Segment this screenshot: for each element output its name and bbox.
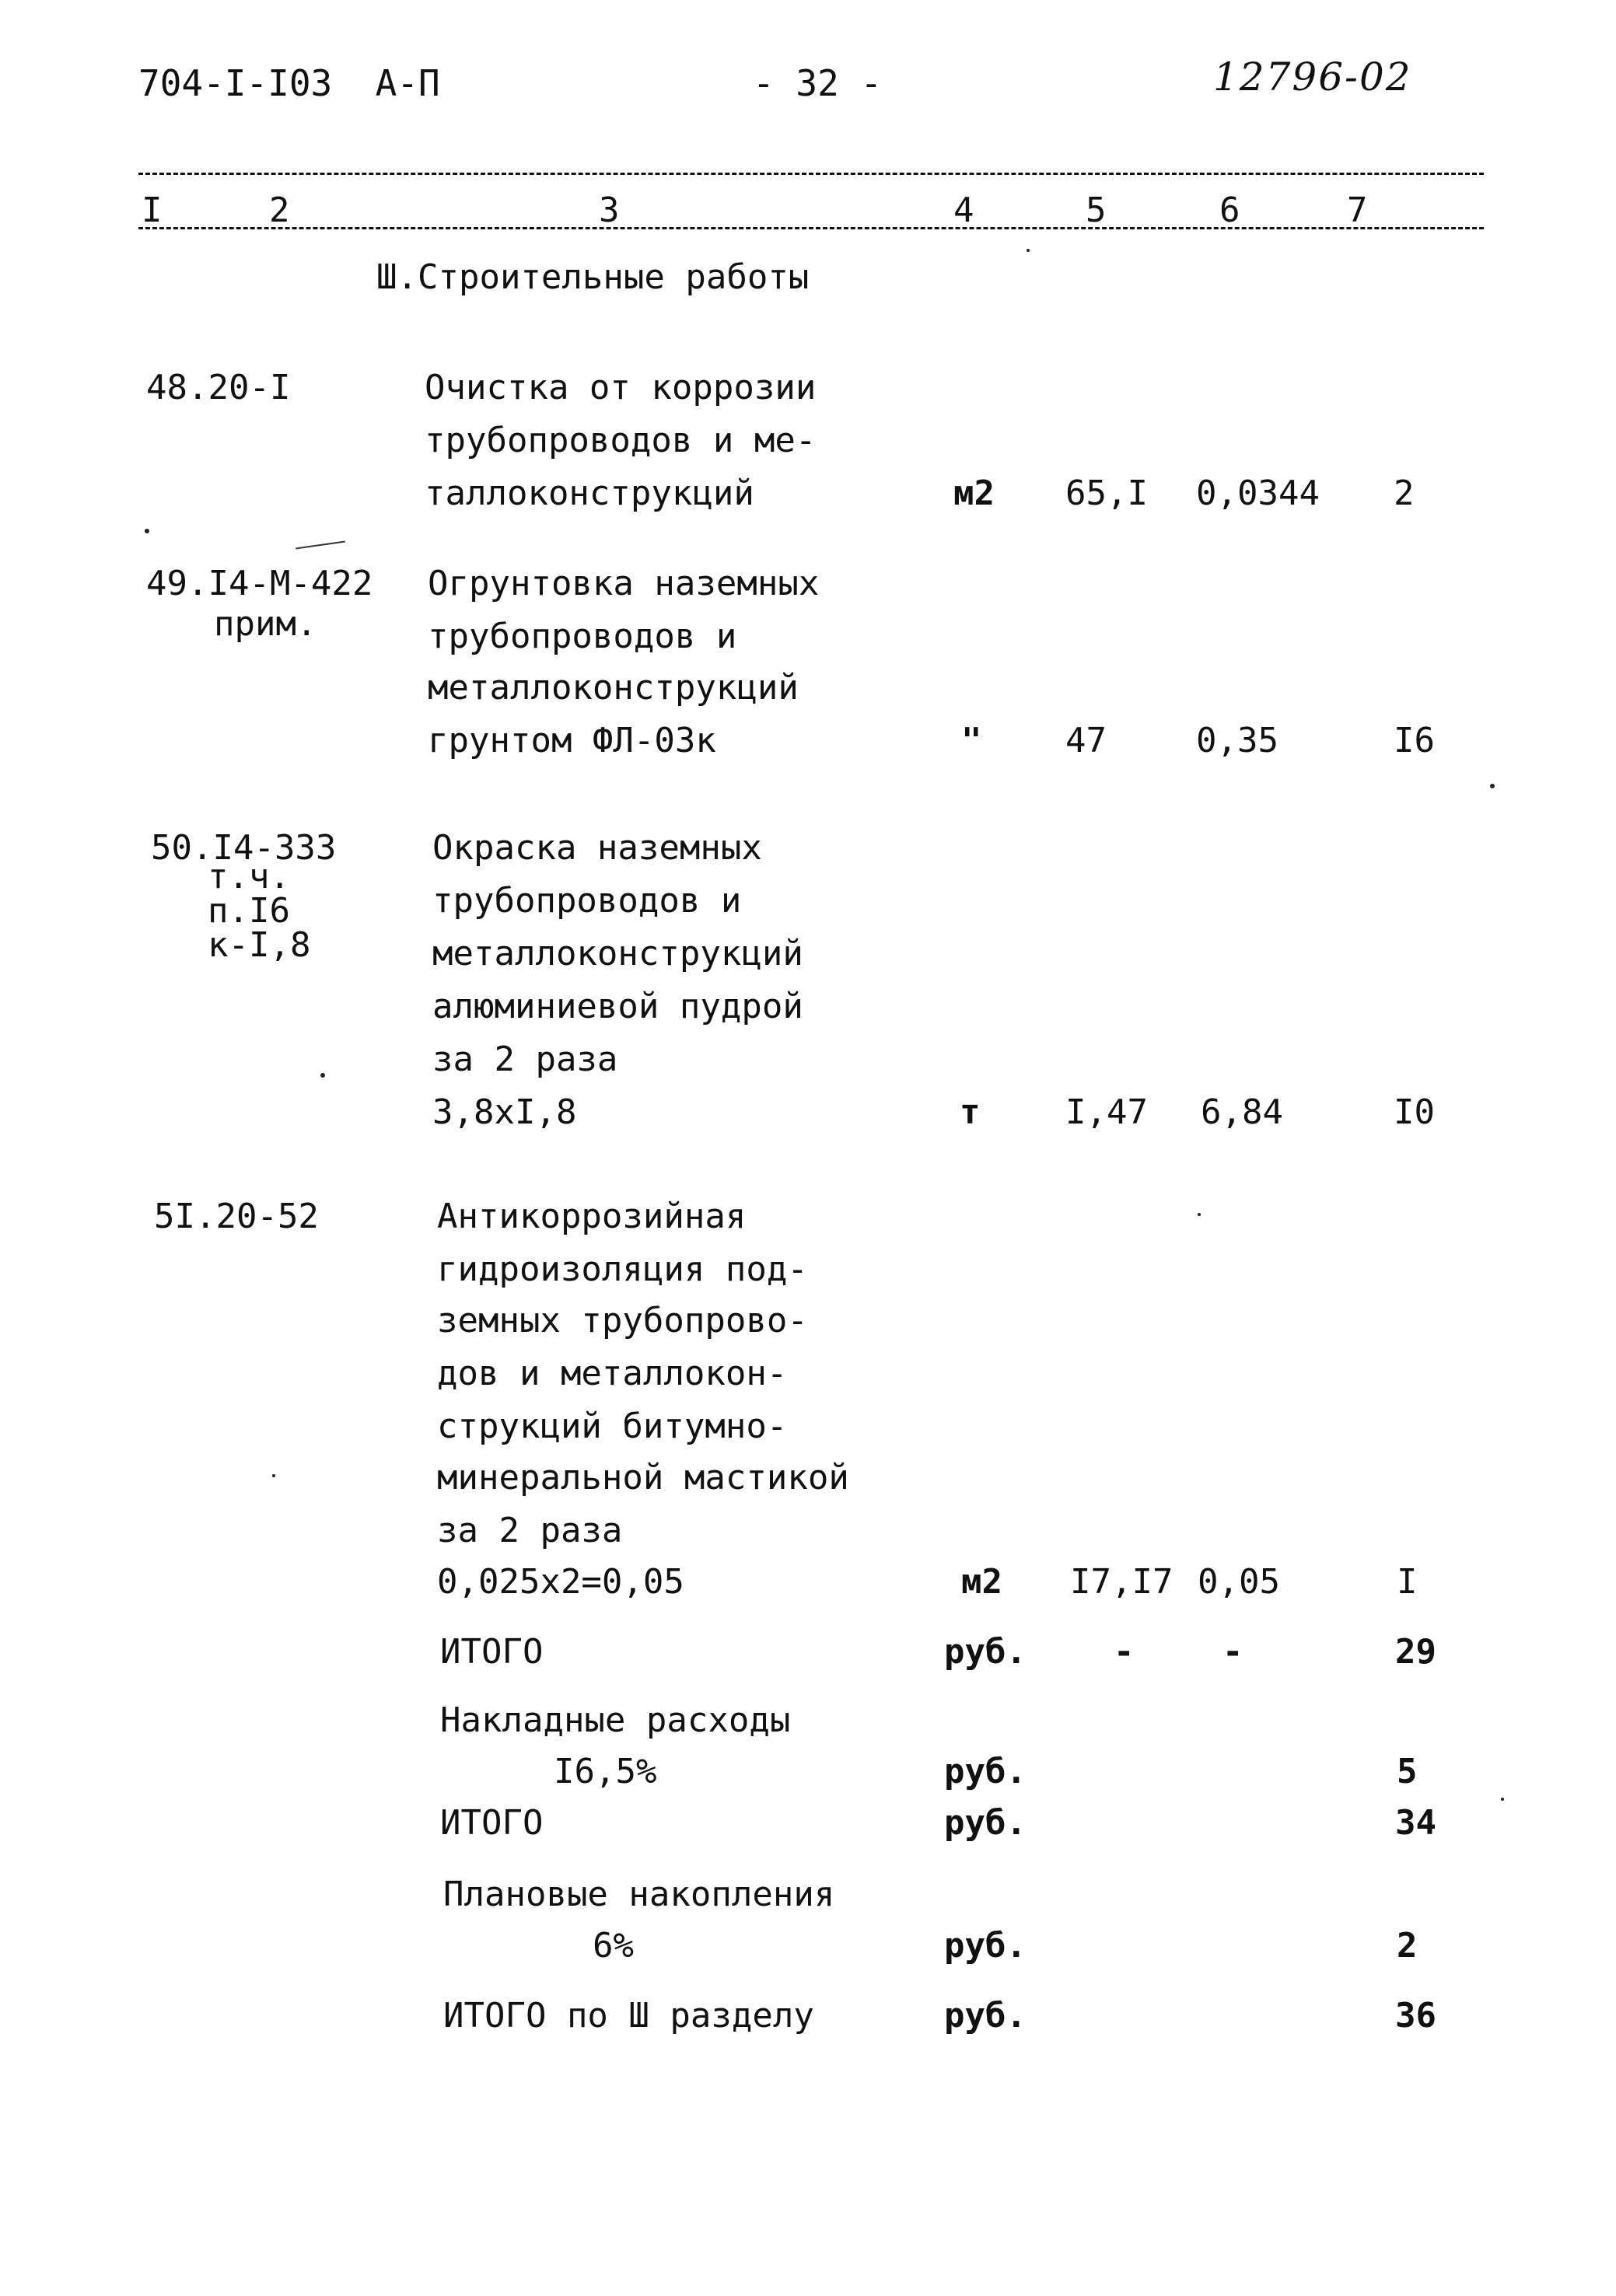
page-number: - 32 - [753,62,883,104]
summary-total: 2 [1397,1926,1418,1966]
col-header-3: 3 [599,190,620,230]
summary-norm: - [1222,1632,1243,1672]
row-desc-line: дов и металлокон- [437,1354,788,1393]
row-desc-line: земных трубопрово- [437,1301,808,1340]
summary-unit: руб. [944,1752,1027,1791]
summary-unit: руб. [944,1803,1027,1843]
scan-speck [1027,249,1030,252]
scan-speck [145,529,149,533]
row-desc-line: трубопроводов и [428,617,737,656]
row-desc-line: минеральной мастикой [437,1458,849,1497]
row-qty: I7,I7 [1070,1562,1174,1602]
header-rule-bottom [138,227,1484,229]
section-title: Ш.Строительные работы [376,257,810,297]
row-desc-line: металлоконструкций [432,934,803,973]
row-unit: " [961,721,982,760]
row-desc-line: алюминиевой пудрой [432,987,803,1026]
row-desc-line: гидроизоляция под- [437,1249,808,1289]
row-unit: т [960,1092,981,1132]
scan-speck [1198,1213,1201,1216]
row-qty: I,47 [1065,1092,1148,1132]
col-header-1: I [142,190,163,230]
summary-qty: - [1114,1632,1135,1672]
row-desc-line: струкций битумно- [437,1407,788,1446]
row-code: 50.I4-333 [151,828,337,868]
row-desc-line: таллоконструкций [425,474,754,513]
row-desc-line: Антикоррозийная [437,1197,747,1236]
row-unit: м2 [953,474,995,513]
row-total: I6 [1394,721,1435,760]
row-qty: 47 [1065,721,1107,760]
row-norm: 0,0344 [1196,474,1320,513]
col-header-7: 7 [1347,190,1368,230]
row-desc-line: за 2 раза [432,1040,618,1079]
row-desc-line: металлоконструкций [428,668,799,708]
row-unit: м2 [961,1562,1002,1602]
row-desc-line: трубопроводов и [432,881,742,921]
row-code: 49.I4-М-422 [146,564,373,603]
row-desc-line: Очистка от коррозии [425,368,817,407]
row-norm: 6,84 [1201,1092,1283,1132]
summary-unit: руб. [944,1926,1027,1966]
summary-total: 36 [1395,1996,1436,2036]
row-desc-line: грунтом ФЛ-03к [428,721,716,760]
summary-label: Плановые накопления [443,1875,835,1914]
header-rule-top [138,173,1484,175]
row-code: 48.20-I [146,368,291,407]
summary-unit: руб. [944,1632,1027,1672]
row-qty: 65,I [1065,474,1148,513]
row-desc-line: Огрунтовка наземных [428,564,820,603]
summary-label: ИТОГО [440,1803,544,1843]
col-header-5: 5 [1086,190,1107,230]
row-norm: 0,05 [1198,1562,1280,1602]
row-code-sub: к-I,8 [166,925,311,965]
row-desc-line: 3,8xI,8 [432,1092,577,1132]
row-total: I0 [1394,1092,1435,1132]
row-total: I [1397,1562,1418,1602]
row-desc-line: Окраска наземных [432,828,762,868]
summary-label: ИТОГО по Ш разделу [443,1996,814,2036]
summary-total: 5 [1397,1752,1418,1791]
summary-total: 34 [1395,1803,1436,1843]
row-desc-line: за 2 раза [437,1511,623,1550]
row-code-sub: прим. [173,604,317,644]
summary-sub: 6% [593,1926,634,1966]
row-desc-line: трубопроводов и ме- [425,421,817,460]
col-header-2: 2 [269,190,290,230]
col-header-4: 4 [953,190,974,230]
pen-stroke [296,541,345,550]
summary-label: ИТОГО [440,1632,544,1672]
summary-sub: I6,5% [554,1752,657,1791]
handwritten-number: 12796-02 [1213,54,1412,100]
row-desc-line: 0,025x2=0,05 [437,1562,684,1602]
scan-speck [1501,1798,1504,1801]
summary-unit: руб. [944,1996,1027,2036]
scan-speck [272,1474,275,1477]
summary-total: 29 [1395,1632,1436,1672]
row-code: 5I.20-52 [154,1197,319,1236]
scan-speck [1490,784,1495,788]
row-code-sub: п.I6 [166,891,290,931]
row-total: 2 [1394,474,1415,513]
document-code: 704-I-I03 А-П [138,62,440,104]
row-norm: 0,35 [1196,721,1278,760]
scan-speck [320,1073,325,1078]
row-code-sub: т.ч. [166,857,290,896]
summary-label: Накладные расходы [440,1700,791,1740]
col-header-6: 6 [1219,190,1240,230]
